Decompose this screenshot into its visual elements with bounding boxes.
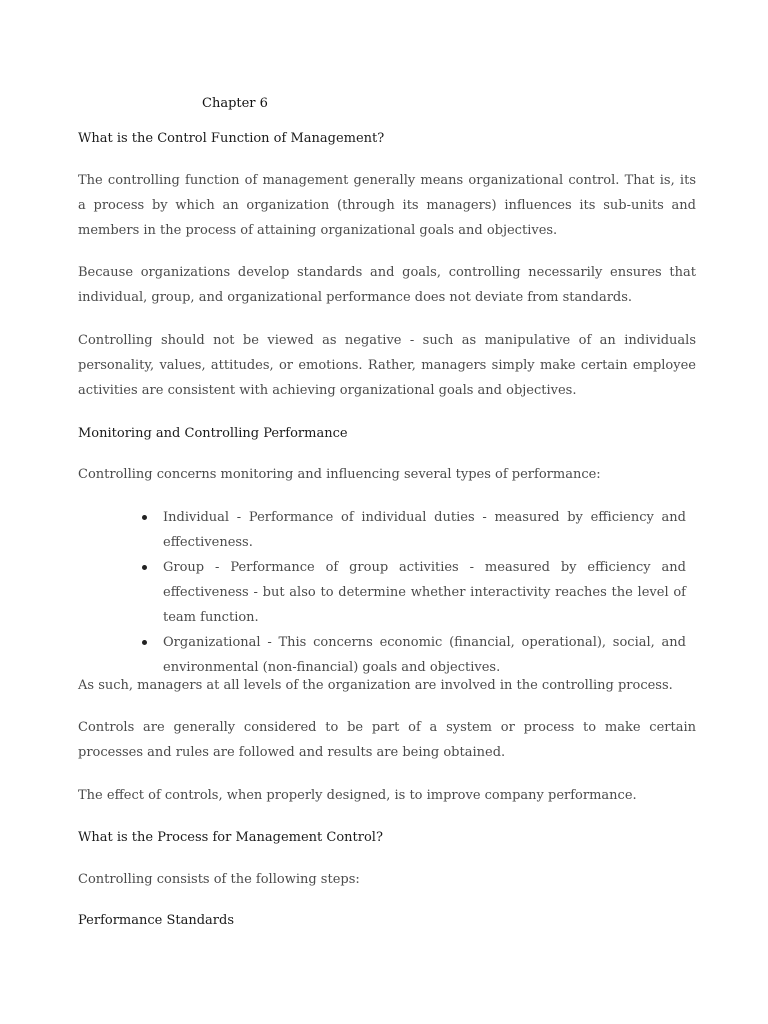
paragraph-controlling-definition: The controlling function of management generally means organizational control. That is, its a process by which an organization (through its managers) influences its sub-units and members in the process of attaining organizational goals and objectives. [78, 173, 696, 238]
list-item-group [140, 555, 686, 630]
section-heading-control-function: What is the Control Function of Management? [78, 131, 385, 146]
list-item-individual [140, 505, 686, 555]
bullet-icon [142, 515, 147, 520]
paragraph-standards-goals: Because organizations develop standards and goals, controlling necessarily ensures that individual, group, and organizational performance does not deviate from standards. [78, 265, 696, 305]
list-item-text: Group - Performance of group activities - measured by efficiency and effectiveness - but also to determine whether interactivity reaches the level of team function. [163, 560, 686, 625]
paragraph-effect-of-controls: The effect of controls, when properly designed, is to improve company performance. [78, 788, 637, 803]
list-item-text: Organizational - This concerns economic (financial, operational), social, and environmental (non-financial) goals and objectives. [163, 635, 686, 675]
paragraph-not-negative: Controlling should not be viewed as negative - such as manipulative of an individuals personality, values, attitudes, or emotions. Rather, managers simply make certain employee activities are consistent with achieving organizational goals and objectives. [78, 333, 696, 398]
list-item-text: Individual - Performance of individual duties - measured by efficiency and effectiveness. [163, 510, 686, 550]
chapter-title: Chapter 6 [202, 96, 268, 111]
performance-types-list [140, 505, 686, 680]
bullet-icon [142, 565, 147, 570]
paragraph-steps-intro: Controlling consists of the following steps: [78, 872, 360, 887]
paragraph-controls-system: Controls are generally considered to be part of a system or process to make certain processes and rules are followed and results are being obtained. [78, 720, 696, 760]
section-heading-performance-standards: Performance Standards [78, 913, 235, 928]
paragraph-managers-involved: As such, managers at all levels of the organization are involved in the controlling process. [78, 678, 673, 693]
paragraph-performance-types: Controlling concerns monitoring and influencing several types of performance: [78, 467, 601, 482]
section-heading-monitoring: Monitoring and Controlling Performance [78, 426, 348, 441]
section-heading-process: What is the Process for Management Control? [78, 830, 383, 845]
bullet-icon [142, 640, 147, 645]
